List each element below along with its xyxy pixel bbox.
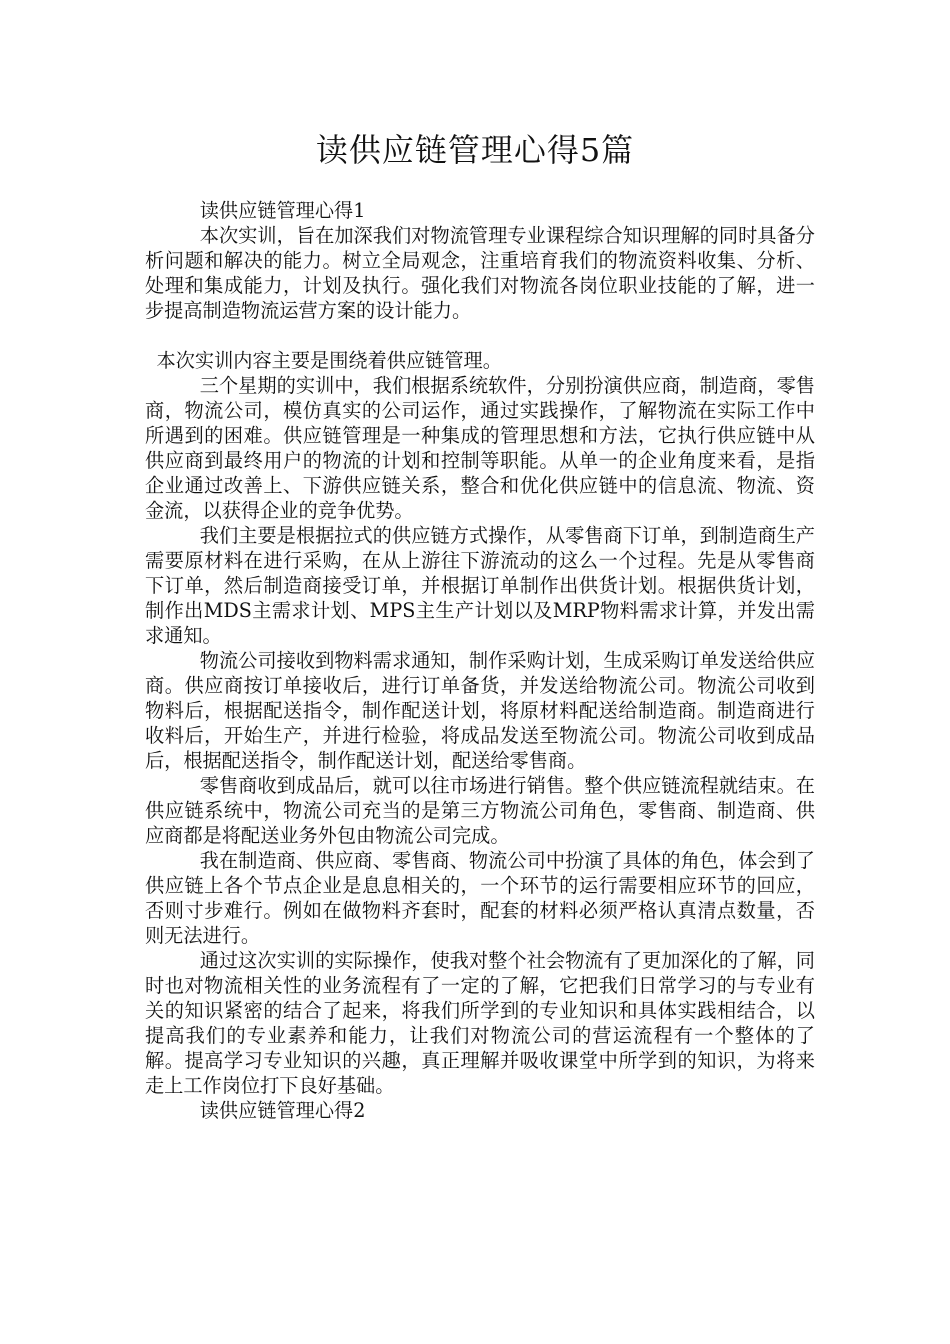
section-heading-2: 读供应链管理心得2 bbox=[199, 1099, 366, 1122]
section-heading-1: 读供应链管理心得1 bbox=[199, 199, 366, 222]
paragraph-intro: 本次实训，旨在加深我们对物流管理专业课程综合知识理解的同时具备分析问题和解决的能力。树立全局观念，注重培育我们的物流资料收集、分析、处理和集成能力，计划及执行。强化我们对物流各岗位职业技能的了解，进一步提高制造物流运营方案的设计能力。 bbox=[145, 224, 815, 322]
paragraph-pull-supply-chain: 我们主要是根据拉式的供应链方式操作，从零售商下订单，到制造商生产需要原材料在进行采购，在从上游往下游流动的这么一个过程。先是从零售商下订单，然后制造商接受订单，并根据订单制作出供货计划。根据供货计划，制作出MDS主需求计划、MPS主生产计划以及MRP物料需求计算，并发出需求通知。 bbox=[145, 524, 815, 647]
paragraph-roles: 我在制造商、供应商、零售商、物流公司中扮演了具体的角色，体会到了供应链上各个节点企业是息息相关的，一个环节的运行需要相应环节的回应，否则寸步难行。例如在做物料齐套时，配套的材料必须严格认真清点数量，否则无法进行。 bbox=[145, 849, 815, 947]
paragraph-retailer: 零售商收到成品后，就可以往市场进行销售。整个供应链流程就结束。在供应链系统中，物流公司充当的是第三方物流公司角色，零售商、制造商、供应商都是将配送业务外包由物流公司完成。 bbox=[145, 774, 815, 847]
paragraph-conclusion: 通过这次实训的实际操作，使我对整个社会物流有了更加深化的了解，同时也对物流相关性的业务流程有了一定的了解，它把我们日常学习的与专业有关的知识紧密的结合了起来，将我们所学到的专业知识和具体实践相结合，以提高我们的专业素养和能力，让我们对物流公司的营运流程有一个整体的了解。提高学习专业知识的兴趣，真正理解并吸收课堂中所学到的知识，为将来走上工作岗位打下良好基础。 bbox=[145, 949, 815, 1097]
paragraph-topic: 本次实训内容主要是围绕着供应链管理。 bbox=[156, 349, 502, 372]
document-title: 读供应链管理心得5篇 bbox=[315, 131, 635, 169]
document-body bbox=[145, 198, 815, 1123]
paragraph-logistics-company: 物流公司接收到物料需求通知，制作采购计划，生成采购订单发送给供应商。供应商按订单接收后，进行订单备货，并发送给物流公司。物流公司收到物料后，根据配送指令，制作配送计划，将原材料配送给制造商。制造商进行收料后，开始生产，并进行检验，将成品发送至物流公司。物流公司收到成品后，根据配送指令，制作配送计划，配送给零售商。 bbox=[145, 649, 815, 772]
paragraph-three-weeks: 三个星期的实训中，我们根据系统软件，分别扮演供应商，制造商，零售商，物流公司，模仿真实的公司运作，通过实践操作，了解物流在实际工作中所遇到的困难。供应链管理是一种集成的管理思想和方法，它执行供应链中从供应商到最终用户的物流的计划和控制等职能。从单一的企业角度来看，是指企业通过改善上、下游供应链关系，整合和优化供应链中的信息流、物流、资金流，以获得企业的竞争优势。 bbox=[145, 374, 815, 522]
blank-line bbox=[145, 323, 815, 348]
